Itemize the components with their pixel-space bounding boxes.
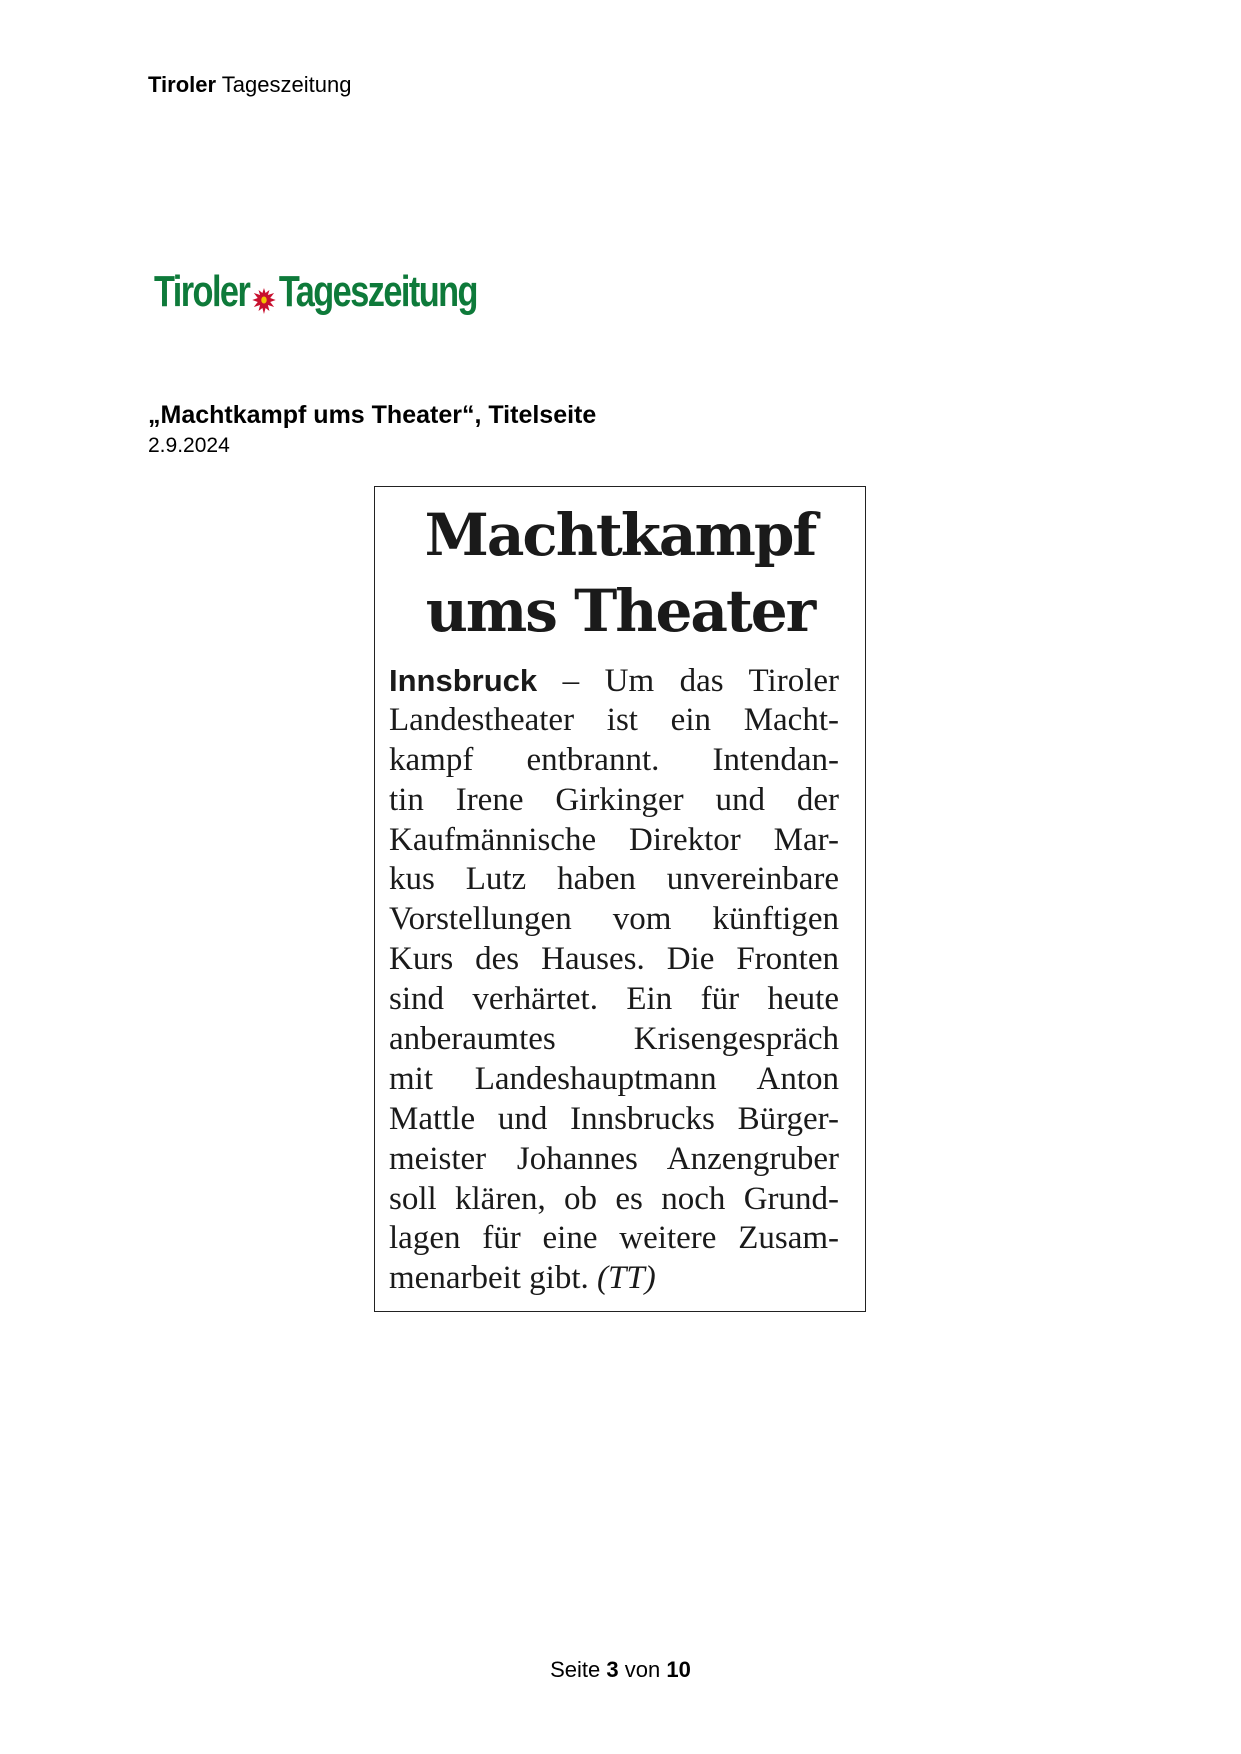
clipping-headline	[375, 497, 865, 649]
clipping-line: Landestheater ist ein Macht-	[389, 701, 839, 738]
clipping-dateline: Innsbruck	[389, 663, 538, 698]
header-brand-regular: Tageszeitung	[221, 72, 352, 97]
clipping-line: Vorstellungen vom künftigen	[389, 901, 839, 938]
page-footer	[0, 1657, 1241, 1683]
newspaper-clipping	[374, 486, 866, 1312]
clipping-line: Kaufmännische Direktor Mar-	[389, 821, 839, 858]
clipping-first-line	[389, 661, 839, 701]
logo-left-word: Tiroler	[154, 267, 250, 316]
clipping-line: kampf entbrannt. Intendan-	[389, 741, 839, 778]
clipping-line: meister Johannes Anzengruber	[389, 1140, 839, 1177]
clipping-line: sind verhärtet. Ein für heute	[389, 981, 839, 1018]
article-date: 2.9.2024	[148, 434, 230, 457]
footer-page-label: Seite	[550, 1657, 601, 1682]
clipping-line: Kurs des Hauses. Die Fronten	[389, 941, 839, 978]
tyrolean-eagle-icon	[251, 279, 278, 313]
clipping-line: Mattle und Innsbrucks Bürger-	[389, 1100, 839, 1137]
clipping-headline-line-1: Machtkampf	[424, 501, 816, 569]
footer-page-number: 3	[606, 1657, 619, 1682]
footer-of-label: von	[624, 1657, 661, 1682]
logo-right-word: Tageszeitung	[278, 267, 477, 316]
clipping-headline-line-2: ums Theater	[425, 577, 815, 645]
clipping-line: tin Irene Girkinger und der	[389, 781, 839, 818]
clipping-first-line-text: Um das Tiroler	[604, 663, 840, 699]
clipping-last-line	[389, 1259, 839, 1299]
clipping-line: mit Landeshauptmann Anton	[389, 1060, 839, 1097]
clipping-line: anberaumtes Krisengespräch	[389, 1021, 839, 1058]
clipping-line: soll klären, ob es noch Grund-	[389, 1180, 839, 1217]
footer-page-total: 10	[666, 1657, 691, 1682]
article-title: „Machtkampf ums Theater“, Titelseite	[148, 401, 597, 429]
clipping-line: lagen für eine weitere Zusam-	[389, 1220, 839, 1257]
page-header	[148, 72, 351, 98]
clipping-source: (TT)	[597, 1260, 656, 1297]
clipping-last-line-text: menarbeit gibt.	[389, 1260, 589, 1297]
header-brand-bold: Tiroler	[148, 72, 217, 97]
newspaper-logo	[154, 262, 477, 322]
clipping-dash: –	[537, 663, 605, 699]
clipping-line: kus Lutz haben unvereinbare	[389, 861, 839, 898]
clipping-body	[389, 661, 839, 1299]
